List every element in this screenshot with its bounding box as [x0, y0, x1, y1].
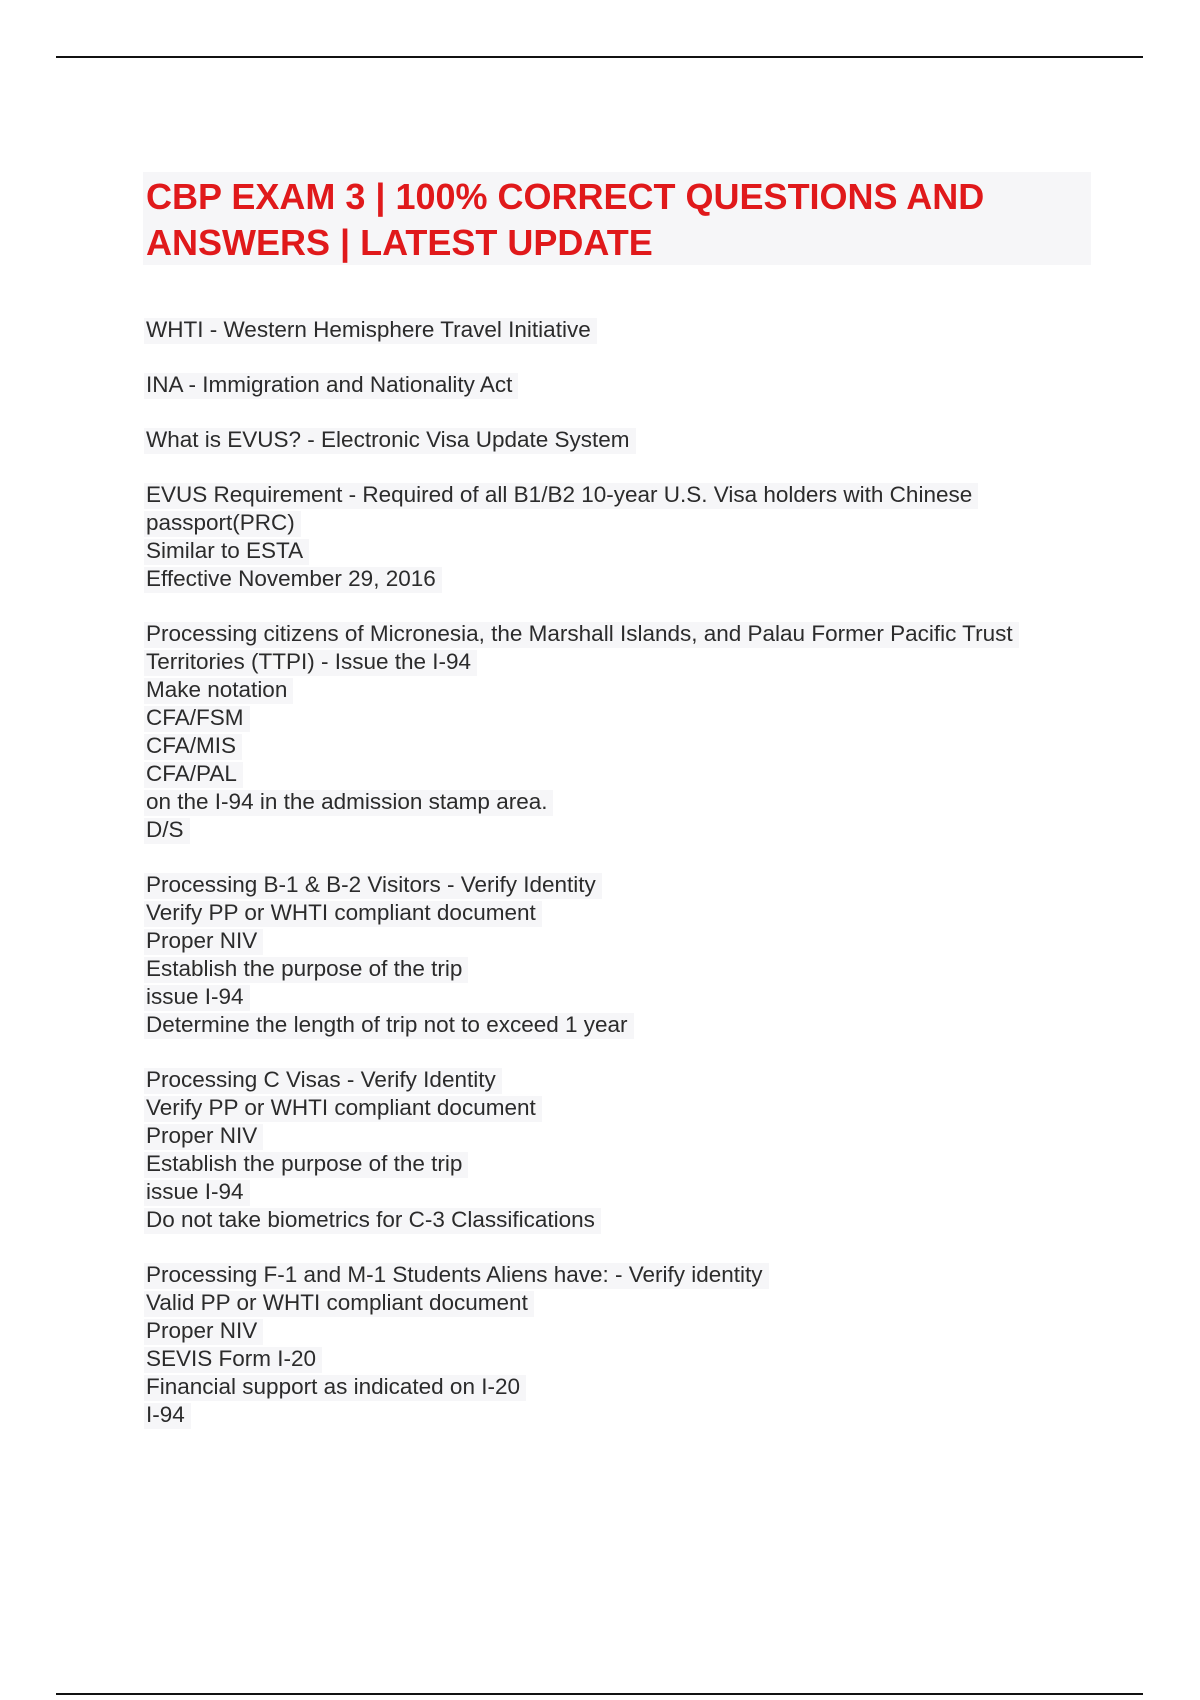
- qa-answer-line: [146, 1345, 1106, 1373]
- qa-answer-line: [146, 509, 1106, 537]
- qa-line-text: on the I-94 in the admission stamp area.: [146, 789, 548, 814]
- qa-line-text: Verify PP or WHTI compliant document: [146, 900, 536, 925]
- qa-line-text: Financial support as indicated on I-20: [146, 1374, 520, 1399]
- qa-line-text: Effective November 29, 2016: [146, 566, 436, 591]
- qa-answer-line: [146, 1094, 1106, 1122]
- qa-answer-line: [146, 537, 1106, 565]
- qa-line-text: Establish the purpose of the trip: [146, 1151, 463, 1176]
- qa-line-text: Determine the length of trip not to exceed 1 year: [146, 1012, 628, 1037]
- qa-term-line: [146, 1066, 1106, 1094]
- qa-answer-line: [146, 816, 1106, 844]
- qa-answer-line: [146, 927, 1106, 955]
- qa-line-text: Territories (TTPI) - Issue the I-94: [146, 649, 472, 674]
- qa-term-line: [146, 481, 1106, 509]
- footer-rule: [56, 1693, 1143, 1695]
- qa-entry: [146, 1261, 1106, 1429]
- qa-answer-line: [146, 1011, 1106, 1039]
- qa-line-text: Processing C Visas - Verify Identity: [146, 1067, 496, 1092]
- qa-line-text: Processing F-1 and M-1 Students Aliens have: - Verify identity: [146, 1262, 763, 1287]
- qa-answer-line: [146, 1373, 1106, 1401]
- qa-term-line: [146, 426, 1106, 454]
- document-title-line-1: CBP EXAM 3 | 100% CORRECT QUESTIONS AND: [146, 176, 985, 217]
- document-title-line-2: ANSWERS | LATEST UPDATE: [146, 222, 653, 263]
- qa-line-text: CFA/FSM: [146, 705, 244, 730]
- header-rule: [56, 56, 1143, 58]
- qa-answer-line: [146, 1289, 1106, 1317]
- qa-answer-line: [146, 1401, 1106, 1429]
- qa-line-text: I-94: [146, 1402, 185, 1427]
- qa-line-text: What is EVUS? - Electronic Visa Update System: [146, 427, 630, 452]
- qa-line-text: Processing B-1 & B-2 Visitors - Verify Identity: [146, 872, 596, 897]
- qa-answer-line: [146, 565, 1106, 593]
- qa-answer-line: [146, 676, 1106, 704]
- qa-term-line: [146, 620, 1106, 648]
- qa-entry: [146, 426, 1106, 454]
- qa-line-text: SEVIS Form I-20: [146, 1346, 317, 1371]
- qa-entry: [146, 316, 1106, 344]
- qa-term-line: [146, 1261, 1106, 1289]
- qa-answer-line: [146, 899, 1106, 927]
- qa-entry: [146, 481, 1106, 593]
- qa-line-text: INA - Immigration and Nationality Act: [146, 372, 513, 397]
- qa-term-line: [146, 316, 1106, 344]
- qa-answer-line: [146, 1150, 1106, 1178]
- qa-answer-line: [146, 732, 1106, 760]
- qa-answer-line: [146, 983, 1106, 1011]
- qa-line-text: CFA/PAL: [146, 761, 237, 786]
- qa-line-text: passport(PRC): [146, 510, 295, 535]
- qa-line-text: issue I-94: [146, 1179, 244, 1204]
- qa-line-text: Proper NIV: [146, 1123, 258, 1148]
- qa-answer-line: [146, 648, 1106, 676]
- qa-line-text: Proper NIV: [146, 1318, 258, 1343]
- qa-line-text: D/S: [146, 817, 184, 842]
- qa-line-text: Establish the purpose of the trip: [146, 956, 463, 981]
- qa-line-text: Processing citizens of Micronesia, the Marshall Islands, and Palau Former Pacific Trust: [146, 621, 1013, 646]
- qa-line-text: EVUS Requirement - Required of all B1/B2 10-year U.S. Visa holders with Chinese: [146, 482, 973, 507]
- qa-line-text: issue I-94: [146, 984, 244, 1009]
- qa-answer-line: [146, 1317, 1106, 1345]
- qa-line-text: Proper NIV: [146, 928, 258, 953]
- qa-line-text: WHTI - Western Hemisphere Travel Initiative: [146, 317, 591, 342]
- qa-answer-line: [146, 955, 1106, 983]
- qa-entry: [146, 371, 1106, 399]
- qa-line-text: Verify PP or WHTI compliant document: [146, 1095, 536, 1120]
- qa-line-text: Similar to ESTA: [146, 538, 304, 563]
- qa-term-line: [146, 371, 1106, 399]
- qa-line-text: Do not take biometrics for C-3 Classifications: [146, 1207, 595, 1232]
- qa-line-text: Make notation: [146, 677, 288, 702]
- qa-answer-line: [146, 1178, 1106, 1206]
- qa-answer-line: [146, 760, 1106, 788]
- qa-term-line: [146, 871, 1106, 899]
- qa-entry: [146, 871, 1106, 1039]
- qa-line-text: CFA/MIS: [146, 733, 237, 758]
- qa-list: [146, 316, 1106, 1456]
- qa-answer-line: [146, 1206, 1106, 1234]
- qa-entry: [146, 620, 1106, 844]
- qa-answer-line: [146, 1122, 1106, 1150]
- qa-entry: [146, 1066, 1106, 1234]
- qa-line-text: Valid PP or WHTI compliant document: [146, 1290, 528, 1315]
- qa-answer-line: [146, 788, 1106, 816]
- qa-answer-line: [146, 704, 1106, 732]
